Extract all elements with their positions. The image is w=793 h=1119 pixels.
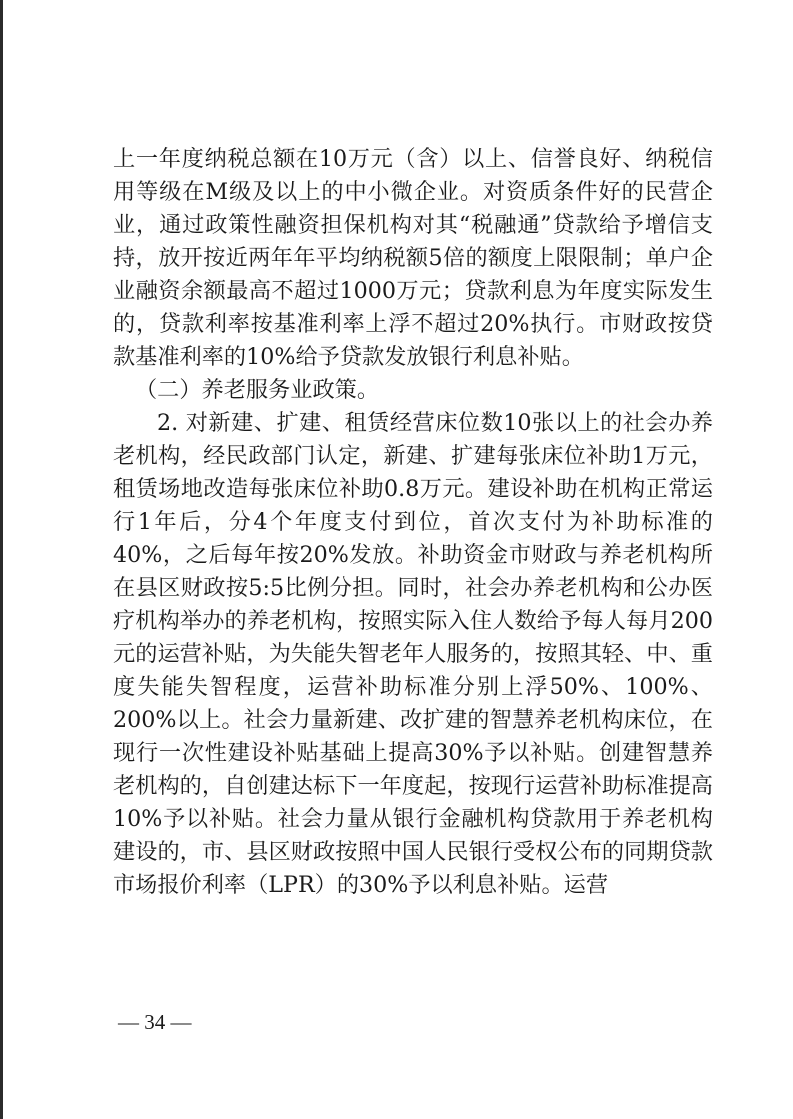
document-body [113, 143, 713, 902]
scan-edge-border [0, 0, 3, 1119]
section-heading-elderly-care-policy: （二）养老服务业政策。 [135, 377, 380, 403]
paragraph-elderly-care-subsidy: 2. 对新建、扩建、租赁经营床位数10张以上的社会办养老机构，经民政部门认定，新建、扩建每张床位补助1万元，租赁场地改造每张床位补助0.8万元。建设补助在机构正常运行1年后，分4个年度支付到位，首次支付为补助标准的40%，之后每年按20%发放。补助资金市财政与养老机构所在县区财政按5:5比例分担。同时，社会办养老机构和公办医疗机构举办的养老机构，按照实际入住人数给予每人每月200元的运营补贴，为失能失智老年人服务的，按照其轻、中、重度失能失智程度，运营补助标准分别上浮50%、100%、200%以上。社会力量新建、改扩建的智慧养老机构床位，在现行一次性建设补贴基础上提高30%予以补贴。创建智慧养老机构的，自创建达标下一年度起，按现行运营补助标准提高10%予以补贴。社会力量从银行金融机构贷款用于养老机构建设的，市、县区财政按照中国人民银行受权公布的同期贷款市场报价利率（LPR）的30%予以利息补贴。运营 [113, 410, 713, 898]
paragraph-continued-tax-loan-policy: 上一年度纳税总额在10万元（含）以上、信誉良好、纳税信用等级在M级及以上的中小微企业。对资质条件好的民营企业，通过政策性融资担保机构对其“税融通”贷款给予增信支持，放开按近两年年平均纳税额5倍的额度上限限制；单户企业融资余额最高不超过1000万元；贷款利息为年度实际发生的，贷款利率按基准利率上浮不超过20%执行。市财政按贷款基准利率的10%给予贷款发放银行利息补贴。 [113, 146, 713, 370]
page-number: — 34 — [118, 1010, 192, 1034]
